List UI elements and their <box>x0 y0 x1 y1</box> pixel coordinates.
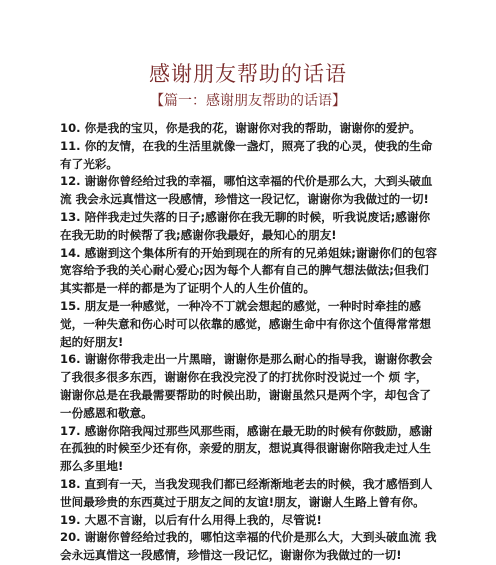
document-body <box>60 120 438 565</box>
paragraph-14: 14. 感谢到这个集体所有的开始到现在的所有的兄弟姐妹;谢谢你们的包容宽容给予我的关心耐心爱心;因为每个人都有自己的脾气想法做法;但我们其实都是一样的都是为了证明个人的人生价值的。 <box>60 245 438 296</box>
document-title: 感谢朋友帮助的话语 <box>149 62 347 86</box>
paragraph-20: 20. 谢谢你曾经给过我的，哪怕这幸福的代价是那么大，大到头破血流 我会永远真惜这一段感情，珍惜这一段记忆，谢谢你为我做过的一切! <box>60 530 437 563</box>
paragraph-12: 12. 谢谢你曾经给过我的幸福，哪怕这幸福的代价是那么大，大到头破血流 我会永远真惜这一段感情，珍惜这一段记忆，谢谢你为我做过的一切! <box>60 174 433 207</box>
paragraph-16: 16. 谢谢你带我走出一片黑暗，谢谢你是那么耐心的指导我，谢谢你教会了我很多很多东西，谢谢你在我没完没了的打扰你时没说过一个 烦 字，谢谢你总是在我最需要帮助的时候出助，谢谢虽然只是两个字，却包含了一份感恩和敬意。 <box>60 352 433 420</box>
paragraph-17: 17. 感谢你陪我闯过那些风那些雨，感谢在最无助的时候有你鼓励，感谢在孤独的时候至少还有你，亲爱的朋友，想说真得很谢谢你陪我走过人生那么多里地! <box>60 423 433 474</box>
paragraph-11: 11. 你的友情，在我的生活里就像一盏灯，照亮了我的心灵，使我的生命有了光彩。 <box>60 138 433 171</box>
document-subtitle: 【篇一：感谢朋友帮助的话语】 <box>150 93 346 109</box>
paragraph-15: 15. 朋友是一种感觉，一种冷不丁就会想起的感觉，一种时时牵挂的感觉，一种失意和伤心时可以依靠的感觉，感谢生命中有你这个值得常常想起的好朋友! <box>60 298 432 349</box>
paragraph-18: 18. 直到有一天，当我发现我们都已经渐渐地老去的时候，我才感悟到人世间最珍贵的东西莫过于朋友之间的友谊!朋友，谢谢人生路上曾有你。 <box>60 476 433 509</box>
paragraph-19: 19. 大恩不言谢，以后有什么用得上我的，尽管说! <box>60 512 322 527</box>
paragraph-10: 10. 你是我的宝贝，你是我的花，谢谢你对我的帮助，谢谢你的爱护。 <box>60 121 421 135</box>
paragraph-13: 13. 陪伴我走过失落的日子;感谢你在我无聊的时候，听我说废话;感谢你在我无助的时候帮了我;感谢你我最好，最知心的朋友! <box>60 209 431 242</box>
